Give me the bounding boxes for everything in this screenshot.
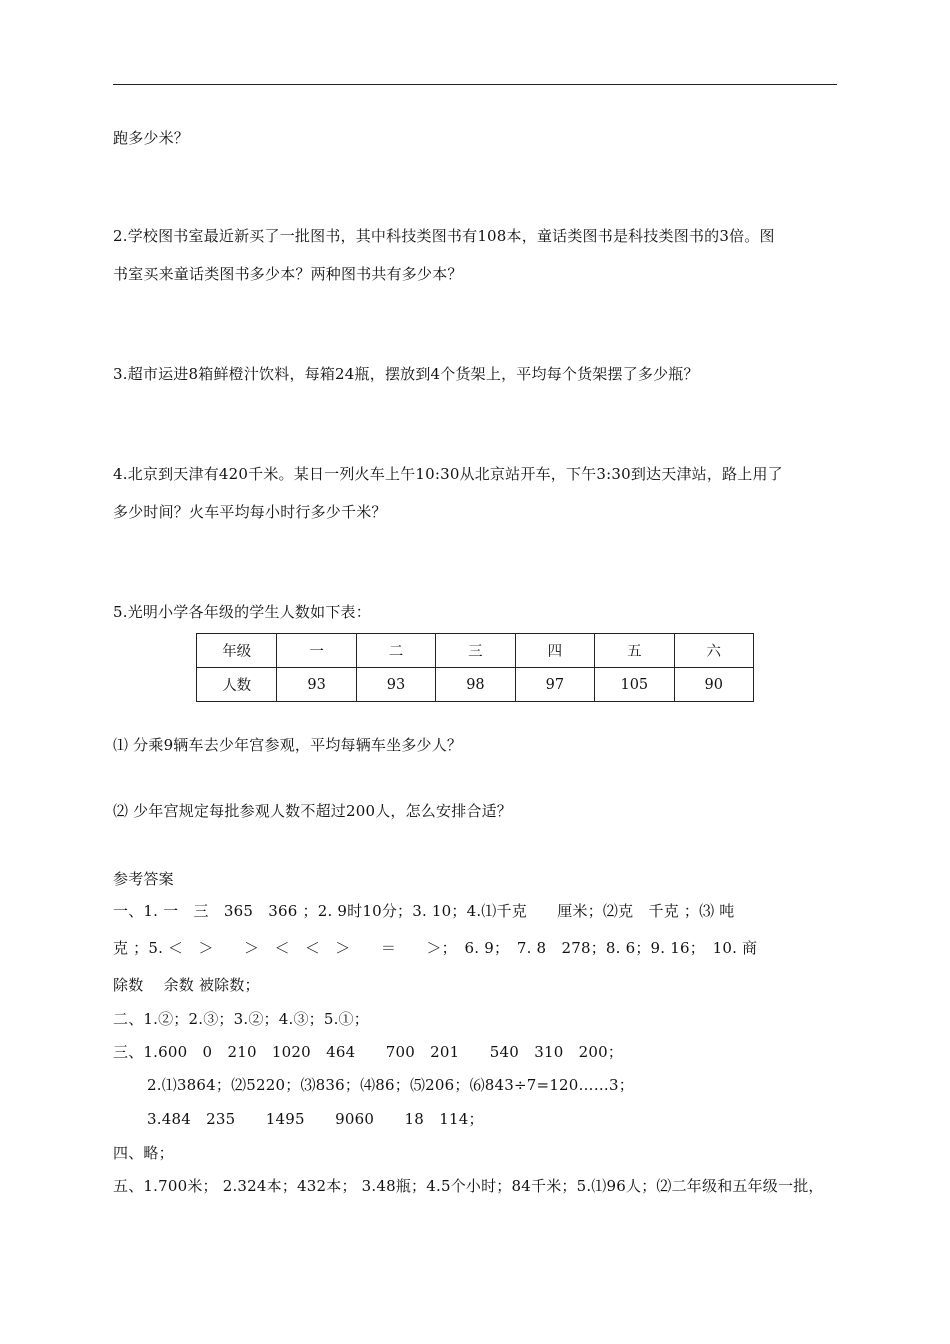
table-cell: 93 xyxy=(356,668,435,702)
answer-line-7: 3.484 235 1495 9060 18 114； xyxy=(147,1110,484,1128)
table-cell: 人数 xyxy=(197,668,277,702)
table-cell: 93 xyxy=(277,668,356,702)
header-rule xyxy=(113,84,837,85)
table-cell: 97 xyxy=(515,668,594,702)
table-cell: 五 xyxy=(595,634,675,668)
q5-sub2: ⑵ 少年宫规定每批参观人数不超过200人，怎么安排合适？ xyxy=(113,802,513,820)
table-cell: 六 xyxy=(674,634,753,668)
q2-line1: 2.学校图书室最近新买了一批图书，其中科技类图书有108本，童话类图书是科技类图书的3倍。图 xyxy=(113,227,775,245)
answer-line-1: 一、1. 一 三 365 366 ；2. 9时10分；3. 10；4.⑴千克 厘米；⑵克 千克 ；⑶ 吨 xyxy=(113,902,735,920)
answer-line-2: 克 ；5. ＜ ＞ ＞ ＜ ＜ ＞ ＝ ＞； 6. 9； 7. 8 278；8. 6；9. 16； 10. 商 xyxy=(113,939,758,957)
answer-line-6: 2.⑴3864；⑵5220；⑶836；⑷86；⑸206；⑹843÷7=120……3； xyxy=(147,1076,634,1094)
student-count-table xyxy=(196,633,754,702)
answer-line-3: 除数 余数 被除数； xyxy=(113,976,260,994)
answer-line-9: 五、1.700米； 2.324本；432本； 3.48瓶；4.5个小时；84千米；5.⑴96人；⑵二年级和五年级一批， xyxy=(113,1177,824,1195)
q2-line2: 书室买来童话类图书多少本？两种图书共有多少本？ xyxy=(113,265,463,283)
answers-title: 参考答案 xyxy=(113,870,174,888)
answer-line-8: 四、略； xyxy=(113,1144,174,1162)
q4-line1: 4.北京到天津有420千米。某日一列火车上午10:30从北京站开车，下午3:30到达天津站，路上用了 xyxy=(113,465,783,483)
q1-tail: 跑多少米？ xyxy=(113,129,190,147)
table-cell: 三 xyxy=(436,634,515,668)
answer-line-5: 三、1.600 0 210 1020 464 700 201 540 310 200； xyxy=(113,1043,624,1061)
table-cell: 98 xyxy=(436,668,515,702)
table-cell: 105 xyxy=(595,668,675,702)
table-cell: 四 xyxy=(515,634,594,668)
q5-sub1: ⑴ 分乘9辆车去少年宫参观，平均每辆车坐多少人？ xyxy=(113,736,463,754)
q3: 3.超市运进8箱鲜橙汁饮料，每箱24瓶，摆放到4个货架上，平均每个货架摆了多少瓶？ xyxy=(113,365,699,383)
table-cell: 年级 xyxy=(197,634,277,668)
table-cell: 90 xyxy=(674,668,753,702)
q5-intro: 5.光明小学各年级的学生人数如下表： xyxy=(113,603,371,621)
q4-line2: 多少时间？火车平均每小时行多少千米？ xyxy=(113,503,387,521)
table-row xyxy=(197,668,754,702)
table-header-row xyxy=(197,634,754,668)
table-cell: 二 xyxy=(356,634,435,668)
answer-line-4: 二、1.②；2.③；3.②；4.③；5.①； xyxy=(113,1010,369,1028)
table-cell: 一 xyxy=(277,634,356,668)
